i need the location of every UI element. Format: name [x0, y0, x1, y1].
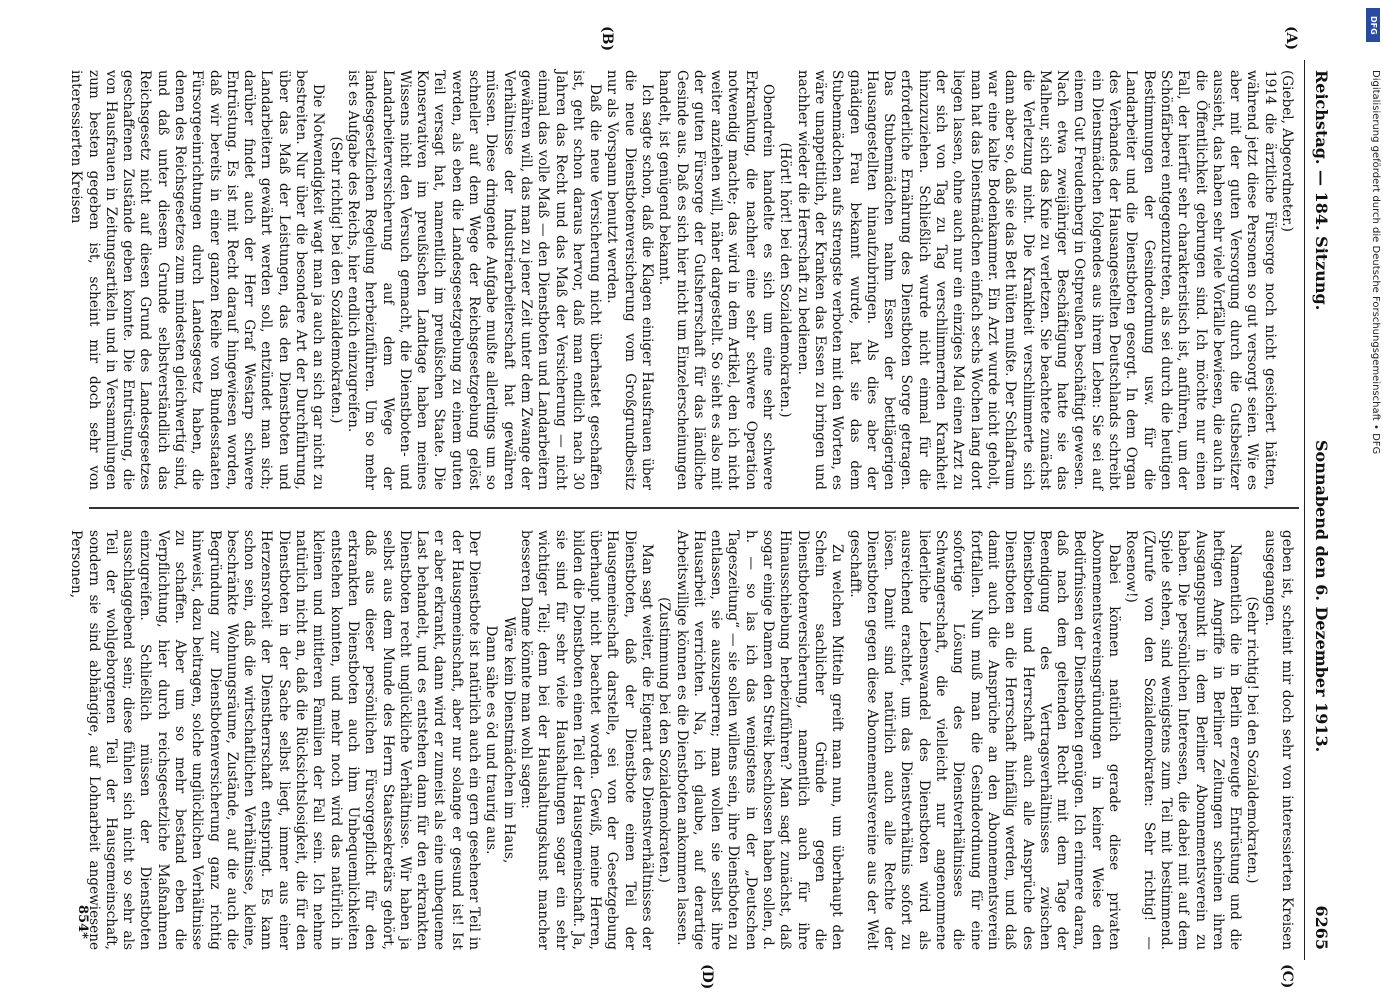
- verse-line: Dann sähe es öd und traurig aus.: [483, 625, 500, 855]
- page-number: 6265: [1312, 905, 1331, 950]
- paragraph: Namentlich die in Berlin erzeugte Entrüstung und die heftigen Angriffe in Berliner Zeitungen scheinen ihren Ausgangspunkt in dem Berliner Abonnementsverein zu haben. Die persönlichen Interessen, die dabei mit auf dem Spiele stehen, sind wenigstens zum Teil mit bestimmend. (Zurufe von den Sozialdemokraten: Sehr richtig! — Rosenow!): [1123, 530, 1244, 950]
- paragraph: Obendrein handelte es sich um eine sehr schwere Erkrankung, die nachher eine sehr schwere Operation notwendig machte; das wird in dem Artikel, den ich nicht weiter anziehen will, näher dargestellt. So sieht es also mit der guten Fürsorge der Gutsherrschaft für das ländliche Gesinde aus. Daß es sich hier nicht um Einzelerscheinungen handelt, ist genügend bekannt.: [656, 70, 777, 490]
- interjection: (Hört! hört! bei den Sozialdemokraten.): [777, 142, 794, 418]
- margin-mark-c: (C): [1279, 964, 1295, 989]
- header-left: Reichstag. — 184. Sitzung.: [1312, 70, 1331, 311]
- paragraph: Zu welchen Mitteln greift man nun, um überhaupt den Schein sachlicher Gründe gegen die Dienstbotenversicherung, namentlich auch für ihre Hinausschiebung herbeizuführen? Man sagt zunächst, daß sogar einige Damen den Streik beschlossen haben sollen, d. h. — so las ich das wenigstens in der „Deutschen Tageszeitung“ — sie sollen willens sein, ihre Dienstboten zu entlassen, sie auszusperren; man wollen sie selbst ihre Hausarbeit verrichten. Na, ich glaube, auf derartige Arbeitswillige können es die Dienstboten ankommen lassen.: [673, 530, 846, 950]
- paragraph: Daß die neue Versicherung nicht überhastet geschaffen ist, geht schon daraus hervor, daß man endlich nach 30 Jahren das Recht und das Maß der Versicherung — nicht einmal das volle Maß — den Dienstboten und Landarbeitern gewähren will, das man zu jener Zeit unter dem Zwange der Verhältnisse der Industriearbeiterschaft hat gewähren müssen. Diese dringende Aufgabe mußte allerdings um so schneller auf dem Wege der Reichsgesetzgebung gelöst werden, als eben die Landesgesetzgebung zu einem guten Teil versagt hat, namentlich im preußischen Staate. Die Konservativen im preußischen Landtage haben meines Wissens nicht den Versuch gemacht, die Dienstboten- und Landarbeiterversicherung auf dem Wege der landesgesetzlichen Regelung herbeizuführen. Um so mehr ist es Aufgabe des Reichs, hier endlich einzugreifen.: [344, 70, 604, 490]
- rotated-print-page: [55, 26, 1335, 990]
- left-text-column: [67, 70, 1295, 490]
- paragraph: Man sagt weiter, die Eigenart des Dienstverhältnisses der Dienstboten, daß der Dienstbote einen Teil der Hausgemeinschaft darstelle, sei von der Gesetzgebung überhaupt nicht beachtet worden. Gewiß, meine Herren, bilden die Dienstboten einen Teil der Hausgemeinschaft. Ja, sie sind für sehr viele Haushaltungen sogar ein sehr wichtiger Teil; denn bei der Haushaltungskunst mancher besseren Dame könnte man wohl sagen:: [517, 530, 656, 950]
- margin-mark-d: (D): [699, 964, 715, 990]
- header-center: Sonnabend den 6. Dezember 1913.: [1312, 440, 1331, 753]
- margin-mark-b: (B): [599, 26, 615, 52]
- speaker-note: (Giebel, Abgeordneter.): [1279, 70, 1295, 232]
- paragraph: geben ist, scheint mir doch sehr von interessierten Kreisen ausgegangen.: [1261, 530, 1295, 950]
- verse-line: Wäre kein Dienstmädchen im Haus,: [500, 616, 517, 864]
- column-divider: [89, 507, 1299, 509]
- page-header: [1304, 60, 1335, 960]
- digitization-credit-text: Digitalisierung gefördert durch die Deutsche Forschungsgemeinschaft • DFG: [1370, 70, 1381, 455]
- paragraph: Ich sagte schon, daß die Klagen einiger Hausfrauen über die neue Dienstbotenversicherung vom Großgrundbesitz nur als Vorspann benutzt werden.: [604, 70, 656, 490]
- right-text-column: [67, 530, 1295, 950]
- digitization-credit: [1362, 10, 1382, 990]
- interjection: (Sehr richtig! bei den Sozialdemokraten.): [1244, 596, 1261, 884]
- paragraph: 1914 die ärztliche Fürsorge noch nicht gesichert hätten, während jetzt diese Personen so gut versorgt seien. Wie es aber mit der guten Versorgung durch die Gutsbesitzer aussieht, das haben sehr viele Vorfälle bewiesen, die auch in die Öffentlichkeit gebrungen sind. Ich möchte nur einen Fall, der hierfür sehr charakteristisch ist, anführen, um der Schönfärberei entgegenzutreten, als sei durch die heutigen Bestimmungen der Gesindeordnung usw. für die Landarbeiter und die Dienstboten gesorgt. In dem Organ des Verbandes der Hausangestellten Deutschlands schreibt ein Dienstmädchen folgendes aus ihrem Leben: Sie sei auf einem Gut Freudenberg in Ostpreußen beschäftigt gewesen. Nach etwa zweijähriger Beschäftigung hatte sie das Malheur, sich das Knie zu verletzen. Sie beachtete zunächst die Verletzung nicht. Die Krankheit verschlimmerte sich dann aber so, daß sie das Bett hüten mußte. Der Schlafraum war eine kalte Bodenkammer. Ein Arzt wurde nicht geholt, man hat das Dienstmädchen einfach sechs Wochen lang dort liegen lassen, ohne auch nur ein einziges Mal einen Arzt zu der sich von Tag zu Tag verschlimmernden Krankheit hinzuzuziehen. Schließlich wurde nicht einmal für die erforderliche Ernährung des Dienstboten Sorge getragen. Das Stubenmädchen nahm Essen der bettlägerigen Hausangestellten hinaufzubringen. Als dies aber der gnädigen Frau bekannt wurde, hat sie das dem Stubenmädchen aufs strengste verboten mit den Worten, es wäre unappetitlich, der Kranken das Essen zu bringen und nachher wieder die Herrschaft zu bedienen.: [794, 70, 1278, 490]
- signature-mark: 854*: [75, 905, 90, 939]
- margin-mark-a: (A): [1283, 26, 1299, 51]
- paragraph: Die Notwendigkeit wagt man ja auch an sich gar nicht zu bestreiten. Nur über die besondere Art der Durchführung, über das Maß der Leistungen, das den Dienstboten und Landarbeitern gewährt werden soll, entzündet man sich; darüber findet auch der Herr Graf Westarp schwere Entrüstung. Es ist mit Recht darauf hingewiesen worden, daß wir bereits in einer ganzen Reihe von Bundesstaaten Fürsorgeeinrichtungen durch Landesgesetz haben, die denen des Reichsgesetzes zum mindesten gleichwertig sind, und daß unter diesem Grunde selbstverständlich das Reichsgesetz nicht auf diesen Grund des Landesgesetzes geschaffenen Zustände geben konnte. Die Entrüstung, die von Hausfrauen in Zeitungsartikeln und in Versammlungen zum besten gegeben ist, scheint mir doch sehr von interessierten Kreisen: [68, 70, 327, 490]
- interjection: (Sehr richtig! bei den Sozialdemokraten.): [327, 136, 344, 424]
- paragraph: Der Dienstbote ist natürlich auch ein gern gesehener Teil in der Hausgemeinschaft, aber nur solange er gesund ist! Ist er aber erkrankt, dann wird er zumeist als eine unbequeme Last behandelt, und es entstehen dann für den erkrankten Dienstboten recht unglückliche Verhältnisse. Wir haben ja selbst aus dem Munde des Herrn Staatssekretärs gehört, daß aus dieser persönlichen Fürsorgepflicht für den erkrankten Dienstboten auch ihm Unbequemlichkeiten entstehen konnten, und mehr noch wird das natürlich in kleinen und mittleren Familien der Fall sein. Ich nehme natürlich nicht an, daß die Rücksichtslosigkeit, die für den Dienstboten in der Sache selbst liegt, immer aus einer Herzensroheit der Dienstherrschaft entspringt. Es kann schon sein, daß die wirtschaftlichen Verhältnisse, kleine, beschränkte Wohnungsräume, Zustände, auf die auch die Begründung zur Dienstbotenversicherung ganz richtig hinweist, dazu beitragen, solche unglücklichen Verhältnisse zu schaffen. Aber um so mehr bestand eben die Verpflichtung, hier durch reichsgesetzliche Maßnahmen einzugreifen. Schließlich müssen der Dienstboten ausschlaggebend sein; diese fühlen sich nicht so sehr als Teil der wohlgeborgenen Teil der Hausgemeinschaft, sondern sie sind abhängige, auf Lohnarbeit angewiesene Personen,: [68, 530, 483, 950]
- interjection: (Zustimmung bei den Sozialdemokraten.): [656, 597, 673, 883]
- dfg-logo: DFG: [1366, 8, 1380, 42]
- paragraph: Dabei können natürlich gerade diese privaten Abonnementsvereinsgründungen in keiner Weise den Bedürfnissen der Dienstboten genügen. Ich erinnere daran, daß nach dem geltenden Recht mit dem Tage der Beendigung des Vertragsverhältnisses zwischen Dienstboten und Herrschaft auch alle Ansprüche des Dienstboten an die Herrschaft hinfällig werden, und daß damit auch die Ansprüche an den Abonnementsverein fortfallen. Nun muß man die Gesindeordnung für eine sofortige Lösung des Dienstverhältnisses die Schwangerschaft, die vielleicht nur angenommene liederliche Lebenswandel des Dienstboten wird als ausreichend erachtet, um das Dienstverhältnis sofort zu lösen. Damit sind natürlich auch alle Rechte der Dienstboten gegen diese Abonnementsvereine aus der Welt geschafft.: [846, 530, 1123, 950]
